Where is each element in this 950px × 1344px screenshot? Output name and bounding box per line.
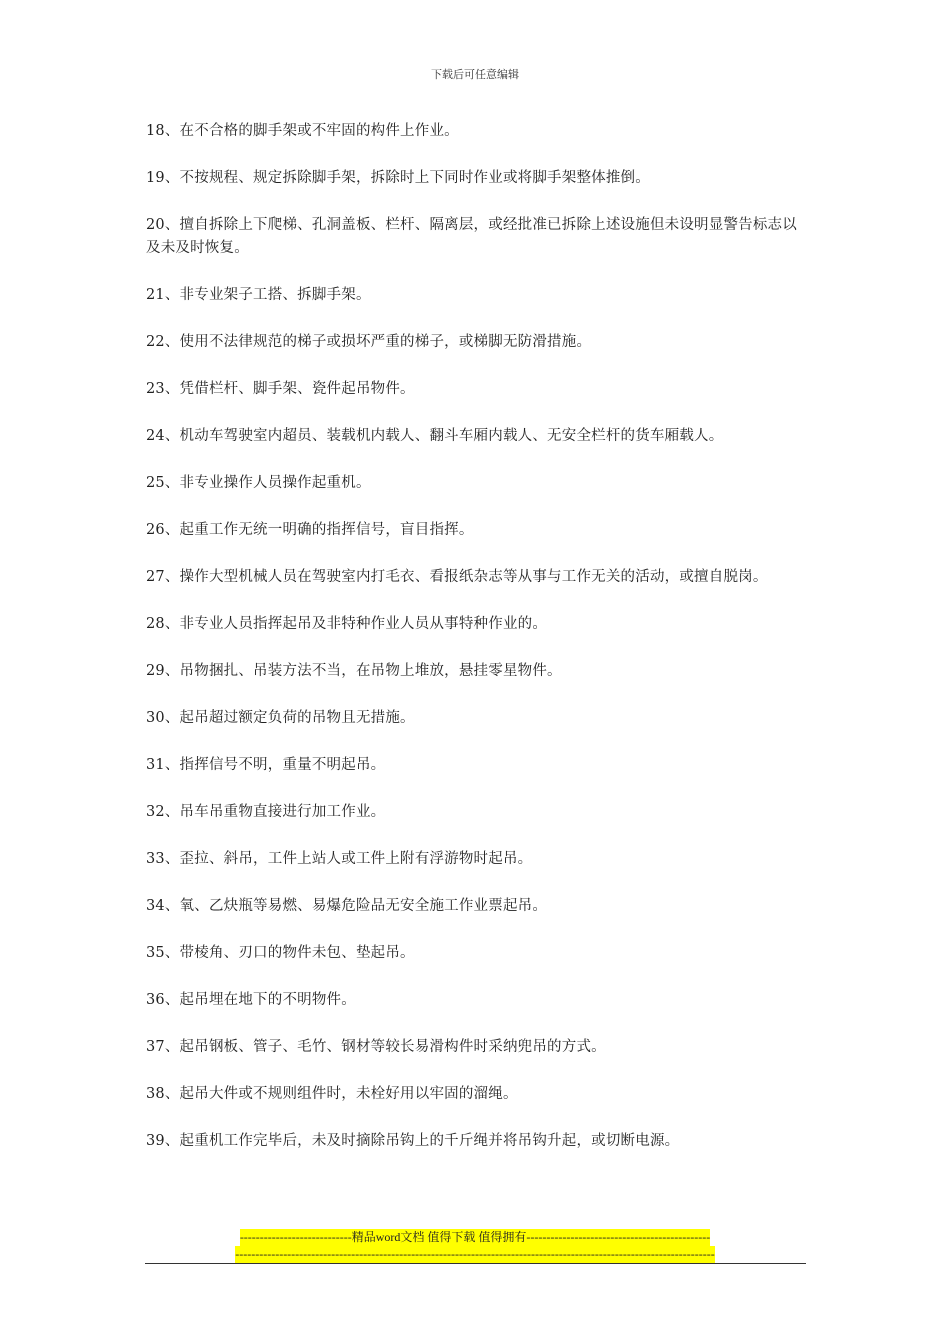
list-item-29: 29、吊物捆扎、吊装方法不当，在吊物上堆放，悬挂零星物件。 — [146, 663, 562, 679]
list-item-31: 31、指挥信号不明，重量不明起吊。 — [146, 757, 386, 773]
list-item-22: 22、使用不法律规范的梯子或损坏严重的梯子，或梯脚无防滑措施。 — [146, 334, 592, 350]
list-item-21: 21、非专业架子工搭、拆脚手架。 — [146, 287, 371, 303]
list-item-18: 18、在不合格的脚手架或不牢固的构件上作业。 — [146, 123, 459, 139]
list-item-20: 20、擅自拆除上下爬梯、孔洞盖板、栏杆、隔离层，或经批准已拆除上述设施但未设明显警告标志以及未及时恢复。 — [146, 217, 797, 256]
list-item-36: 36、起吊埋在地下的不明物件。 — [146, 992, 356, 1008]
document-body — [146, 120, 806, 1177]
list-item-37: 37、起吊钢板、管子、毛竹、钢材等较长易滑构件时采纳兜吊的方式。 — [146, 1039, 606, 1055]
list-item-39: 39、起重机工作完毕后，未及时摘除吊钩上的千斤绳并将吊钩升起，或切断电源。 — [146, 1133, 680, 1149]
list-item-28: 28、非专业人员指挥起吊及非特种作业人员从事特种作业的。 — [146, 616, 548, 632]
list-item-24: 24、机动车驾驶室内超员、装载机内载人、翻斗车厢内载人、无安全栏杆的货车厢载人。 — [146, 428, 724, 444]
footer-highlight-line-1: ----------------------------精品word文档 值得下载 值得拥有---------------------------------------------- — [239, 1230, 711, 1244]
list-item-35: 35、带棱角、刃口的物件未包、垫起吊。 — [146, 945, 415, 961]
list-item-25: 25、非专业操作人员操作起重机。 — [146, 475, 371, 491]
list-item-23: 23、凭借栏杆、脚手架、瓷件起吊物件。 — [146, 381, 415, 397]
list-item-27: 27、操作大型机械人员在驾驶室内打毛衣、看报纸杂志等从事与工作无关的活动，或擅自脱岗。 — [146, 569, 768, 585]
list-item-19: 19、不按规程、规定拆除脚手架，拆除时上下同时作业或将脚手架整体推倒。 — [146, 170, 650, 186]
footer-highlight-line-2: ------------------------------------------------------------------------------------------------------------------------ — [235, 1247, 715, 1261]
footer-rule — [145, 1263, 806, 1264]
list-item-33: 33、歪拉、斜吊，工件上站人或工件上附有浮游物时起吊。 — [146, 851, 533, 867]
list-item-30: 30、起吊超过额定负荷的吊物且无措施。 — [146, 710, 415, 726]
page-header: 下载后可任意编辑 — [431, 68, 519, 81]
list-item-32: 32、吊车吊重物直接进行加工作业。 — [146, 804, 386, 820]
list-item-38: 38、起吊大件或不规则组件时，未栓好用以牢固的溜绳。 — [146, 1086, 518, 1102]
footer-banner — [0, 1229, 950, 1263]
list-item-26: 26、起重工作无统一明确的指挥信号，盲目指挥。 — [146, 522, 474, 538]
list-item-34: 34、氧、乙炔瓶等易燃、易爆危险品无安全施工作业票起吊。 — [146, 898, 548, 914]
